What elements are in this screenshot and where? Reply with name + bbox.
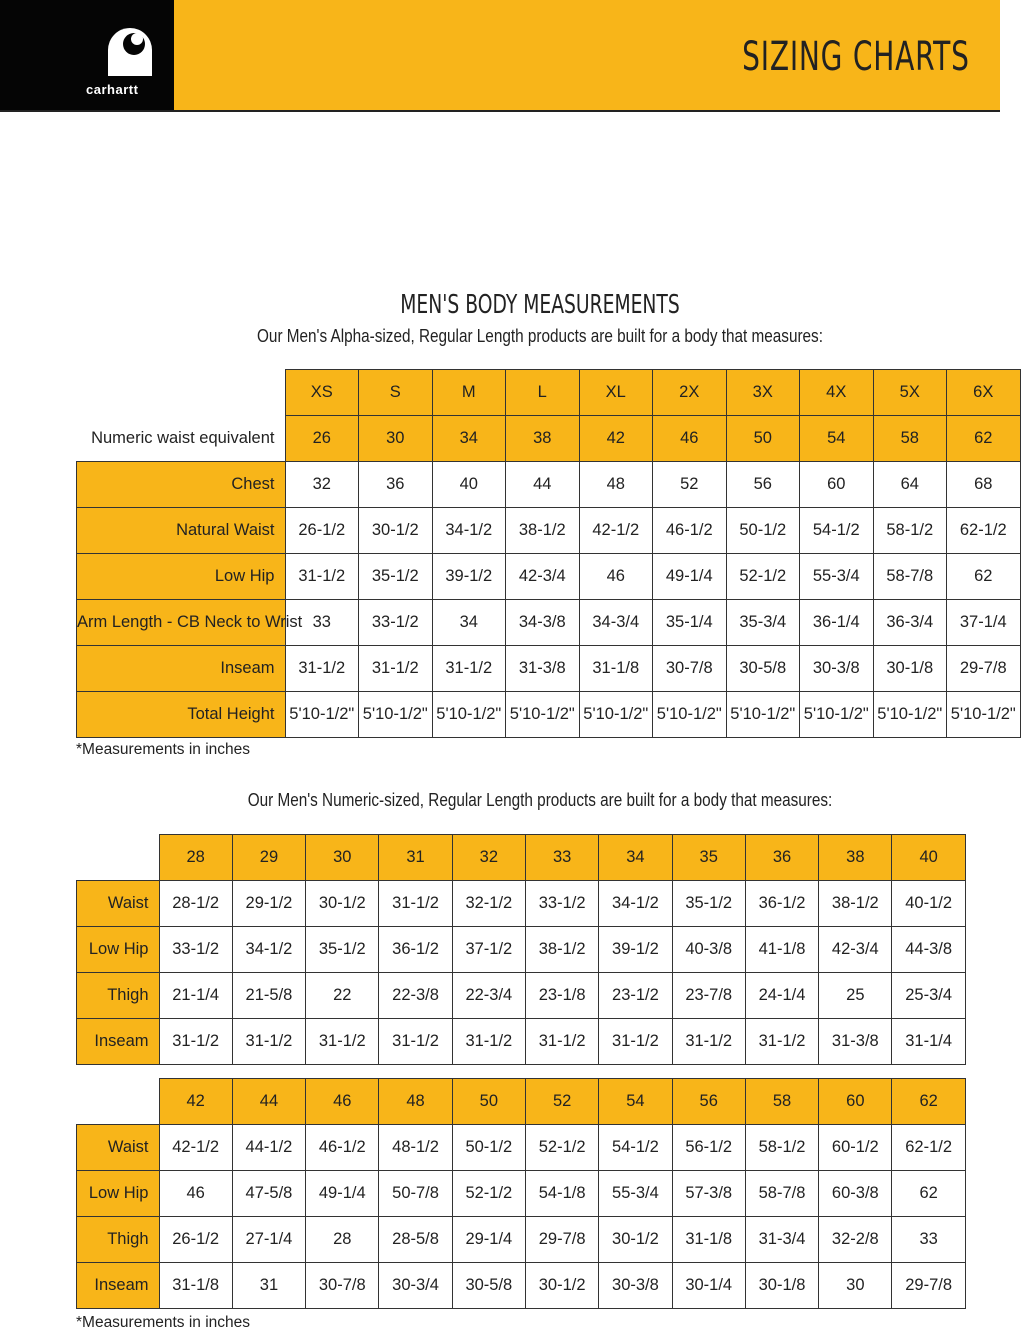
table-cell: 5'10-1/2" bbox=[285, 692, 359, 738]
table-cell: 31-1/8 bbox=[672, 1217, 745, 1263]
row-label: Inseam bbox=[77, 646, 286, 692]
table-cell: 22-3/4 bbox=[452, 973, 525, 1019]
table-cell: 30-1/4 bbox=[672, 1263, 745, 1309]
table-row bbox=[77, 1125, 966, 1171]
table-cell: 26-1/2 bbox=[159, 1217, 232, 1263]
table-row bbox=[77, 1263, 966, 1309]
table-cell: 32 bbox=[285, 462, 359, 508]
table-cell: 31-1/2 bbox=[432, 646, 506, 692]
section-title: MEN'S BODY MEASUREMENTS bbox=[400, 290, 680, 320]
table-cell: 64 bbox=[873, 462, 947, 508]
table-cell: 31-1/2 bbox=[599, 1019, 672, 1065]
table-row bbox=[77, 600, 1021, 646]
table-cell: 5'10-1/2" bbox=[947, 692, 1021, 738]
table-cell: 36-1/2 bbox=[379, 927, 452, 973]
table-cell: 34-1/2 bbox=[599, 881, 672, 927]
table-cell: 30-5/8 bbox=[452, 1263, 525, 1309]
table-cell: 57-3/8 bbox=[672, 1171, 745, 1217]
table-cell: 22-3/8 bbox=[379, 973, 452, 1019]
size-header: 58 bbox=[745, 1079, 818, 1125]
size-header: 48 bbox=[379, 1079, 452, 1125]
brand-wordmark: carhartt bbox=[86, 82, 139, 97]
table-cell: 44-1/2 bbox=[232, 1125, 305, 1171]
size-header: 6X bbox=[947, 370, 1021, 416]
waist-equivalent-cell: 46 bbox=[653, 416, 727, 462]
row-label: Thigh bbox=[77, 1217, 160, 1263]
table-cell: 30-1/8 bbox=[745, 1263, 818, 1309]
table-cell: 29-7/8 bbox=[947, 646, 1021, 692]
row-label: Inseam bbox=[77, 1263, 160, 1309]
table-cell: 31-1/2 bbox=[285, 554, 359, 600]
numeric-note: *Measurements in inches bbox=[76, 1314, 251, 1331]
table-cell: 30 bbox=[819, 1263, 892, 1309]
size-header: 52 bbox=[525, 1079, 598, 1125]
table-cell: 42-3/4 bbox=[506, 554, 580, 600]
waist-equivalent-cell: 34 bbox=[432, 416, 506, 462]
table-cell: 35-1/2 bbox=[306, 927, 379, 973]
table-row bbox=[77, 927, 966, 973]
size-header: 34 bbox=[599, 835, 672, 881]
table-cell: 29-1/4 bbox=[452, 1217, 525, 1263]
table-row bbox=[77, 508, 1021, 554]
table-row bbox=[77, 462, 1021, 508]
table-cell: 50-1/2 bbox=[726, 508, 800, 554]
table-cell: 44-3/8 bbox=[892, 927, 965, 973]
table-cell: 35-3/4 bbox=[726, 600, 800, 646]
size-header: 40 bbox=[892, 835, 965, 881]
size-header: 28 bbox=[159, 835, 232, 881]
table-header-row bbox=[77, 1079, 966, 1125]
table-cell: 5'10-1/2" bbox=[579, 692, 653, 738]
table-cell: 35-1/2 bbox=[359, 554, 433, 600]
table-cell: 21-1/4 bbox=[159, 973, 232, 1019]
table-cell: 30-3/8 bbox=[599, 1263, 672, 1309]
header-corner bbox=[77, 1079, 160, 1125]
size-header: 46 bbox=[306, 1079, 379, 1125]
row-label: Total Height bbox=[77, 692, 286, 738]
table-cell: 31-3/4 bbox=[745, 1217, 818, 1263]
table-cell: 40-1/2 bbox=[892, 881, 965, 927]
row-label: Chest bbox=[77, 462, 286, 508]
alpha-subtitle: Our Men's Alpha-sized, Regular Length products are built for a body that measures: bbox=[257, 326, 823, 346]
waist-equivalent-cell: 50 bbox=[726, 416, 800, 462]
table-cell: 34-3/8 bbox=[506, 600, 580, 646]
table-cell: 60-1/2 bbox=[819, 1125, 892, 1171]
table-cell: 31-1/2 bbox=[525, 1019, 598, 1065]
size-header: 5X bbox=[873, 370, 947, 416]
table-cell: 30-1/8 bbox=[873, 646, 947, 692]
table-cell: 40 bbox=[432, 462, 506, 508]
table-cell: 39-1/2 bbox=[432, 554, 506, 600]
table-cell: 30-1/2 bbox=[525, 1263, 598, 1309]
table-cell: 22 bbox=[306, 973, 379, 1019]
table-cell: 36-3/4 bbox=[873, 600, 947, 646]
table-cell: 24-1/4 bbox=[745, 973, 818, 1019]
size-header: L bbox=[506, 370, 580, 416]
table-cell: 42-1/2 bbox=[159, 1125, 232, 1171]
table-cell: 52 bbox=[653, 462, 727, 508]
size-header: 33 bbox=[525, 835, 598, 881]
table-cell: 41-1/8 bbox=[745, 927, 818, 973]
table-cell: 56-1/2 bbox=[672, 1125, 745, 1171]
table-cell: 56 bbox=[726, 462, 800, 508]
table-cell: 30-7/8 bbox=[653, 646, 727, 692]
row-label: Arm Length - CB Neck to Wrist bbox=[77, 600, 286, 646]
table-cell: 28 bbox=[306, 1217, 379, 1263]
table-cell: 46 bbox=[159, 1171, 232, 1217]
table-row bbox=[77, 692, 1021, 738]
waist-equivalent-cell: 30 bbox=[359, 416, 433, 462]
waist-equivalent-cell: 58 bbox=[873, 416, 947, 462]
table-cell: 33 bbox=[285, 600, 359, 646]
size-header: 32 bbox=[452, 835, 525, 881]
table-cell: 58-7/8 bbox=[745, 1171, 818, 1217]
table-cell: 5'10-1/2" bbox=[726, 692, 800, 738]
size-header: 62 bbox=[892, 1079, 965, 1125]
table-cell: 52-1/2 bbox=[452, 1171, 525, 1217]
carhartt-c-icon bbox=[104, 20, 156, 76]
table-row bbox=[77, 1019, 966, 1065]
table-cell: 33-1/2 bbox=[359, 600, 433, 646]
table-cell: 36 bbox=[359, 462, 433, 508]
table-cell: 54-1/2 bbox=[599, 1125, 672, 1171]
table-cell: 29-7/8 bbox=[892, 1263, 965, 1309]
table-cell: 40-3/8 bbox=[672, 927, 745, 973]
table-cell: 23-1/2 bbox=[599, 973, 672, 1019]
table-cell: 31-1/4 bbox=[892, 1019, 965, 1065]
table-cell: 38-1/2 bbox=[506, 508, 580, 554]
size-header: 54 bbox=[599, 1079, 672, 1125]
table-cell: 30-3/8 bbox=[800, 646, 874, 692]
table-cell: 48-1/2 bbox=[379, 1125, 452, 1171]
table-cell: 5'10-1/2" bbox=[873, 692, 947, 738]
alpha-size-table bbox=[76, 369, 1021, 738]
table-cell: 35-1/2 bbox=[672, 881, 745, 927]
size-header: 38 bbox=[819, 835, 892, 881]
table-cell: 49-1/4 bbox=[653, 554, 727, 600]
table-cell: 46 bbox=[579, 554, 653, 600]
table-header-row bbox=[77, 835, 966, 881]
table-cell: 23-7/8 bbox=[672, 973, 745, 1019]
table-cell: 54-1/2 bbox=[800, 508, 874, 554]
table-cell: 28-5/8 bbox=[379, 1217, 452, 1263]
table-cell: 32-2/8 bbox=[819, 1217, 892, 1263]
table-cell: 30-1/2 bbox=[306, 881, 379, 927]
table-cell: 31-1/8 bbox=[579, 646, 653, 692]
table-cell: 36-1/2 bbox=[745, 881, 818, 927]
table-cell: 30-5/8 bbox=[726, 646, 800, 692]
table-cell: 46-1/2 bbox=[306, 1125, 379, 1171]
table-row bbox=[77, 973, 966, 1019]
table-cell: 31 bbox=[232, 1263, 305, 1309]
table-cell: 28-1/2 bbox=[159, 881, 232, 927]
table-cell: 5'10-1/2" bbox=[359, 692, 433, 738]
table-cell: 31-3/8 bbox=[506, 646, 580, 692]
table-cell: 30-1/2 bbox=[599, 1217, 672, 1263]
table-cell: 34-1/2 bbox=[232, 927, 305, 973]
size-header: 42 bbox=[159, 1079, 232, 1125]
size-header: 50 bbox=[452, 1079, 525, 1125]
table-header-row bbox=[77, 370, 1021, 416]
table-cell: 30-7/8 bbox=[306, 1263, 379, 1309]
page-header bbox=[0, 0, 1000, 112]
table-cell: 25 bbox=[819, 973, 892, 1019]
waist-equivalent-cell: 62 bbox=[947, 416, 1021, 462]
table-cell: 5'10-1/2" bbox=[800, 692, 874, 738]
table-cell: 5'10-1/2" bbox=[432, 692, 506, 738]
size-header: 4X bbox=[800, 370, 874, 416]
table-cell: 62 bbox=[947, 554, 1021, 600]
table-cell: 29-1/2 bbox=[232, 881, 305, 927]
size-header: 44 bbox=[232, 1079, 305, 1125]
table-cell: 31-1/8 bbox=[159, 1263, 232, 1309]
table-cell: 37-1/4 bbox=[947, 600, 1021, 646]
row-label: Natural Waist bbox=[77, 508, 286, 554]
table-cell: 33 bbox=[892, 1217, 965, 1263]
table-cell: 44 bbox=[506, 462, 580, 508]
row-label: Thigh bbox=[77, 973, 160, 1019]
table-cell: 23-1/8 bbox=[525, 973, 598, 1019]
table-cell: 29-7/8 bbox=[525, 1217, 598, 1263]
table-cell: 62-1/2 bbox=[947, 508, 1021, 554]
table-cell: 32-1/2 bbox=[452, 881, 525, 927]
table-cell: 5'10-1/2" bbox=[653, 692, 727, 738]
table-cell: 31-1/2 bbox=[672, 1019, 745, 1065]
table-cell: 58-1/2 bbox=[873, 508, 947, 554]
size-header: 31 bbox=[379, 835, 452, 881]
size-header: 35 bbox=[672, 835, 745, 881]
size-header: M bbox=[432, 370, 506, 416]
table-cell: 50-1/2 bbox=[452, 1125, 525, 1171]
alpha-note: *Measurements in inches bbox=[76, 741, 251, 758]
table-cell: 27-1/4 bbox=[232, 1217, 305, 1263]
table-cell: 21-5/8 bbox=[232, 973, 305, 1019]
table-cell: 30-3/4 bbox=[379, 1263, 452, 1309]
waist-equivalent-cell: 38 bbox=[506, 416, 580, 462]
table-cell: 39-1/2 bbox=[599, 927, 672, 973]
row-label: Low Hip bbox=[77, 1171, 160, 1217]
table-cell: 31-1/2 bbox=[379, 881, 452, 927]
table-cell: 31-1/2 bbox=[285, 646, 359, 692]
waist-equivalent-cell: 42 bbox=[579, 416, 653, 462]
size-header: 56 bbox=[672, 1079, 745, 1125]
row-label: Numeric waist equivalent bbox=[91, 428, 275, 447]
header-corner bbox=[77, 835, 160, 881]
size-header: XS bbox=[285, 370, 359, 416]
table-cell: 37-1/2 bbox=[452, 927, 525, 973]
size-header: 30 bbox=[306, 835, 379, 881]
table-cell: 31-1/2 bbox=[306, 1019, 379, 1065]
table-cell: 50-7/8 bbox=[379, 1171, 452, 1217]
table-cell: 49-1/4 bbox=[306, 1171, 379, 1217]
size-header: S bbox=[359, 370, 433, 416]
table-cell: 60-3/8 bbox=[819, 1171, 892, 1217]
table-cell: 26-1/2 bbox=[285, 508, 359, 554]
table-row bbox=[77, 1217, 966, 1263]
row-label: Low Hip bbox=[77, 554, 286, 600]
table-cell: 38-1/2 bbox=[525, 927, 598, 973]
row-label: Low Hip bbox=[77, 927, 160, 973]
row-label: Waist bbox=[77, 1125, 160, 1171]
table-cell: 31-1/2 bbox=[359, 646, 433, 692]
row-label: Waist bbox=[77, 881, 160, 927]
table-cell: 52-1/2 bbox=[525, 1125, 598, 1171]
table-cell: 62 bbox=[892, 1171, 965, 1217]
table-cell: 25-3/4 bbox=[892, 973, 965, 1019]
table-cell: 42-1/2 bbox=[579, 508, 653, 554]
table-cell: 31-3/8 bbox=[819, 1019, 892, 1065]
size-header: 2X bbox=[653, 370, 727, 416]
table-cell: 31-1/2 bbox=[159, 1019, 232, 1065]
table-cell: 34-1/2 bbox=[432, 508, 506, 554]
table-cell: 58-7/8 bbox=[873, 554, 947, 600]
table-cell: 52-1/2 bbox=[726, 554, 800, 600]
table-cell: 48 bbox=[579, 462, 653, 508]
numeric-size-table-2 bbox=[76, 1078, 966, 1309]
page-title: SIZING CHARTS bbox=[742, 34, 970, 80]
table-cell: 31-1/2 bbox=[745, 1019, 818, 1065]
table-cell: 38-1/2 bbox=[819, 881, 892, 927]
table-cell: 68 bbox=[947, 462, 1021, 508]
waist-equivalent-cell: 26 bbox=[285, 416, 359, 462]
numeric-subtitle: Our Men's Numeric-sized, Regular Length products are built for a body that measures: bbox=[247, 790, 833, 810]
table-cell: 31-1/2 bbox=[232, 1019, 305, 1065]
table-cell: 46-1/2 bbox=[653, 508, 727, 554]
table-cell: 35-1/4 bbox=[653, 600, 727, 646]
table-row bbox=[77, 881, 966, 927]
table-cell: 31-1/2 bbox=[379, 1019, 452, 1065]
table-cell: 62-1/2 bbox=[892, 1125, 965, 1171]
brand-logo bbox=[0, 0, 174, 110]
table-row bbox=[77, 416, 1021, 462]
table-cell: 34-3/4 bbox=[579, 600, 653, 646]
table-row bbox=[77, 554, 1021, 600]
size-header: XL bbox=[579, 370, 653, 416]
table-row bbox=[77, 646, 1021, 692]
size-header: 36 bbox=[745, 835, 818, 881]
numeric-size-table-1 bbox=[76, 834, 966, 1065]
table-cell: 55-3/4 bbox=[800, 554, 874, 600]
row-label: Inseam bbox=[77, 1019, 160, 1065]
table-cell: 55-3/4 bbox=[599, 1171, 672, 1217]
table-row bbox=[77, 1171, 966, 1217]
table-cell: 36-1/4 bbox=[800, 600, 874, 646]
table-cell: 54-1/8 bbox=[525, 1171, 598, 1217]
table-cell: 60 bbox=[800, 462, 874, 508]
waist-equivalent-cell: 54 bbox=[800, 416, 874, 462]
table-cell: 47-5/8 bbox=[232, 1171, 305, 1217]
table-cell: 33-1/2 bbox=[525, 881, 598, 927]
table-cell: 42-3/4 bbox=[819, 927, 892, 973]
size-header: 3X bbox=[726, 370, 800, 416]
table-cell: 30-1/2 bbox=[359, 508, 433, 554]
table-cell: 31-1/2 bbox=[452, 1019, 525, 1065]
size-header: 60 bbox=[819, 1079, 892, 1125]
size-header: 29 bbox=[232, 835, 305, 881]
table-cell: 33-1/2 bbox=[159, 927, 232, 973]
table-cell: 34 bbox=[432, 600, 506, 646]
header-corner bbox=[77, 370, 286, 416]
table-cell: 58-1/2 bbox=[745, 1125, 818, 1171]
table-cell: 5'10-1/2" bbox=[506, 692, 580, 738]
